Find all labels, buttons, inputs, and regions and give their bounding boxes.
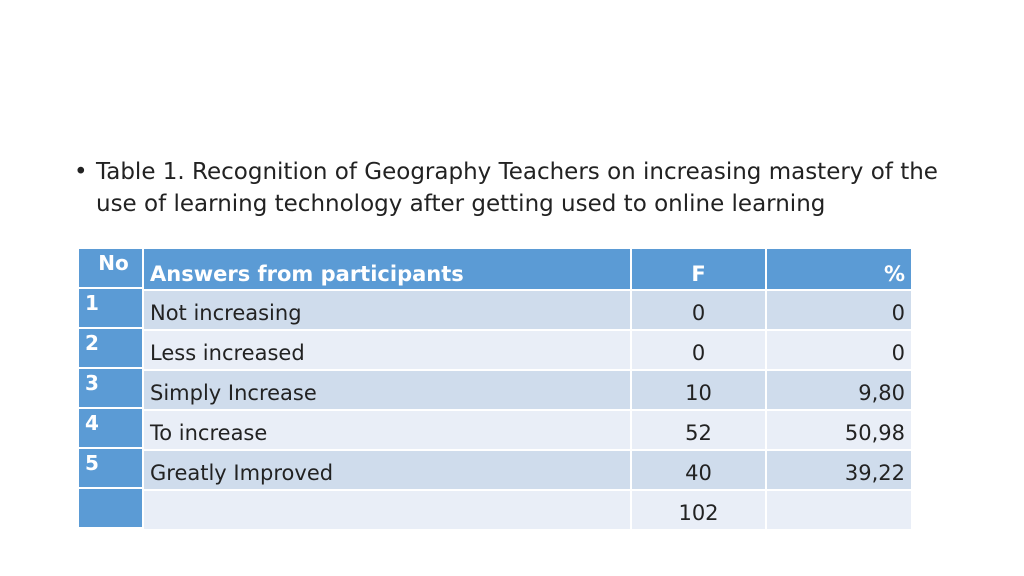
row-percent: 39,22 <box>765 449 911 489</box>
table-row <box>79 289 911 329</box>
row-number: 2 <box>79 329 144 369</box>
table-caption <box>74 156 954 220</box>
total-percent <box>765 489 911 529</box>
row-answer: Simply Increase <box>144 369 630 409</box>
row-frequency: 40 <box>630 449 765 489</box>
row-frequency: 0 <box>630 289 765 329</box>
header-no: No <box>79 249 144 289</box>
row-answer: Not increasing <box>144 289 630 329</box>
row-number: 4 <box>79 409 144 449</box>
row-percent: 50,98 <box>765 409 911 449</box>
table-row <box>79 449 911 489</box>
row-answer: Less increased <box>144 329 630 369</box>
header-f: F <box>630 249 765 289</box>
table-row <box>79 369 911 409</box>
total-answer <box>144 489 630 529</box>
header-percent: % <box>765 249 911 289</box>
header-answers: Answers from participants <box>144 249 630 289</box>
caption-text: Table 1. Recognition of Geography Teachers on increasing mastery of the use of learning technology after getting used to online learning <box>96 159 938 217</box>
row-percent: 0 <box>765 329 911 369</box>
row-frequency: 10 <box>630 369 765 409</box>
table-row <box>79 409 911 449</box>
row-number: 5 <box>79 449 144 489</box>
results-table <box>79 249 911 529</box>
total-frequency: 102 <box>630 489 765 529</box>
row-answer: To increase <box>144 409 630 449</box>
row-percent: 9,80 <box>765 369 911 409</box>
row-frequency: 0 <box>630 329 765 369</box>
bullet-icon: • <box>74 159 88 185</box>
row-number: 1 <box>79 289 144 329</box>
table-total-row <box>79 489 911 529</box>
total-number <box>79 489 144 529</box>
table-row <box>79 329 911 369</box>
row-frequency: 52 <box>630 409 765 449</box>
row-answer: Greatly Improved <box>144 449 630 489</box>
row-number: 3 <box>79 369 144 409</box>
table-header-row <box>79 249 911 289</box>
row-percent: 0 <box>765 289 911 329</box>
